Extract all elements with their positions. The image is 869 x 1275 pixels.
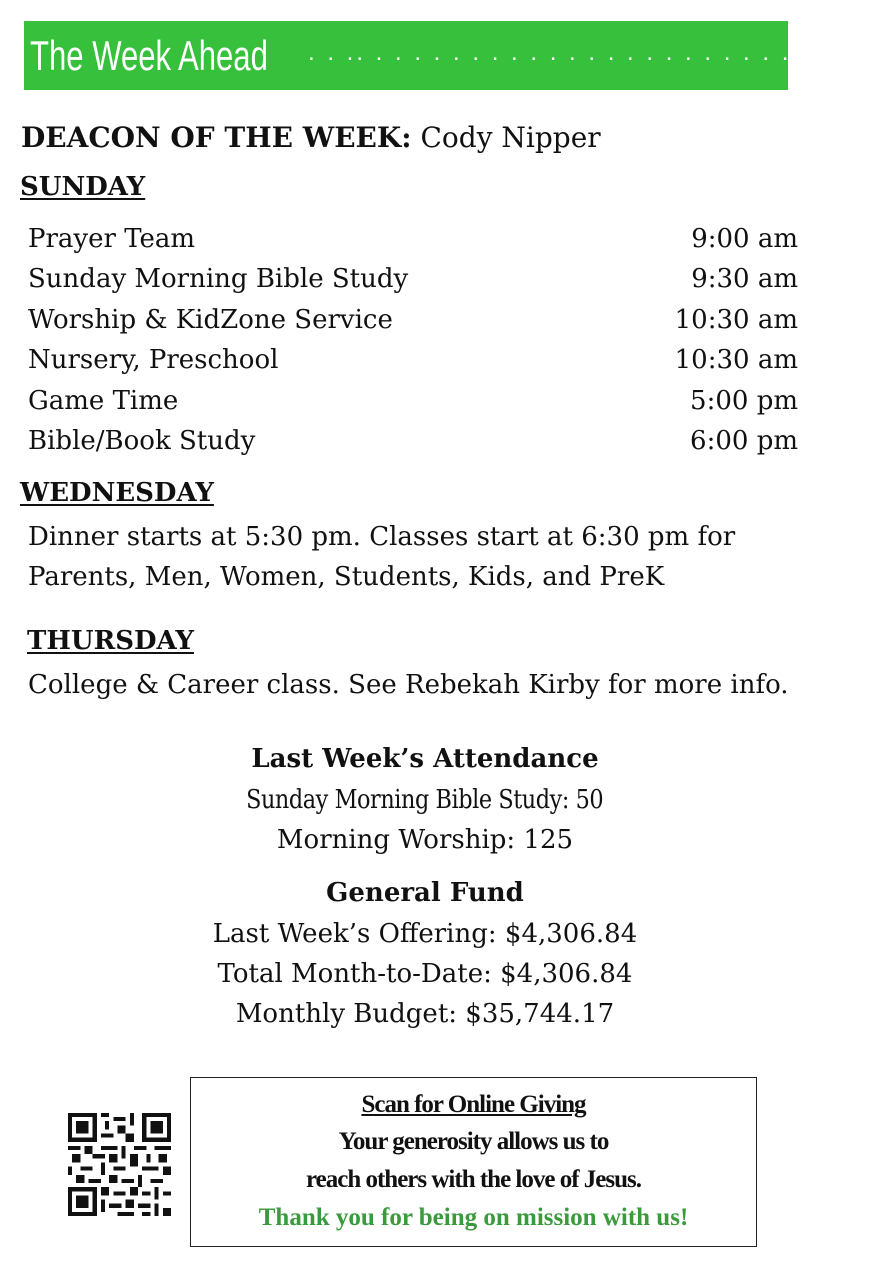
attendance-bible-study [0, 785, 850, 815]
week-ahead-banner [24, 21, 869, 90]
schedule-row [28, 259, 798, 299]
wednesday-heading: WEDNESDAY [20, 478, 214, 508]
event-time: 9:00 am [691, 224, 798, 254]
schedule-row [28, 421, 798, 461]
event-name: Game Time [28, 385, 179, 416]
deacon-of-week [21, 121, 601, 154]
attendance-worship-text: Morning Worship: 125 [276, 825, 574, 855]
fund-month-to-date [0, 959, 850, 989]
fund-offering-text: Last Week’s Offering: $4,306.84 [212, 919, 638, 949]
attendance-heading [0, 744, 850, 774]
schedule-row [28, 381, 798, 421]
deacon-label: DEACON OF THE WEEK: [21, 121, 412, 154]
schedule-row [28, 340, 798, 380]
event-name: Bible/Book Study [28, 425, 256, 456]
banner-title: The Week Ahead [30, 31, 268, 79]
schedule-row [28, 219, 798, 259]
event-name: Prayer Team [28, 224, 196, 254]
sunday-heading: SUNDAY [20, 172, 146, 202]
sunday-schedule [28, 219, 798, 461]
thursday-heading: THURSDAY [27, 626, 194, 656]
giving-title: Scan for Online Giving [361, 1091, 586, 1118]
event-time: 9:30 am [691, 264, 798, 295]
giving-line-2: reach others with the love of Jesus. [305, 1166, 642, 1193]
fund-month-to-date-text: Total Month-to-Date: $4,306.84 [217, 959, 633, 989]
attendance-worship [0, 825, 850, 855]
giving-thanks: Thank you for being on mission with us! [258, 1204, 689, 1231]
event-time: 5:00 pm [690, 385, 798, 416]
fund-offering [0, 919, 850, 949]
fund-budget-text: Monthly Budget: $35,744.17 [235, 999, 615, 1029]
fund-budget [0, 999, 850, 1029]
thursday-line-1: College & Career class. See Rebekah Kirby for more info. [28, 670, 789, 700]
banner-dots: . . .. . . . . . . . . . . . . . . . . . . . . . . . . . . [308, 39, 869, 66]
attendance-bible-study-text: Sunday Morning Bible Study: 50 [246, 785, 604, 815]
event-name: Nursery, Preschool [28, 345, 279, 376]
wednesday-line-2: Parents, Men, Women, Students, Kids, and PreK [28, 562, 665, 592]
giving-line-1: Your generosity allows us to [338, 1128, 609, 1155]
event-time: 6:00 pm [690, 425, 798, 456]
schedule-row [28, 300, 798, 340]
event-name: Worship & KidZone Service [28, 304, 393, 335]
deacon-name: Cody Nipper [420, 121, 601, 154]
fund-heading [0, 878, 850, 908]
attendance-title: Last Week’s Attendance [251, 744, 599, 774]
fund-title: General Fund [326, 878, 524, 908]
event-time: 10:30 am [674, 304, 798, 335]
online-giving-box [190, 1077, 757, 1247]
wednesday-line-1: Dinner starts at 5:30 pm. Classes start at 6:30 pm for [28, 522, 736, 552]
qr-code-icon [68, 1113, 171, 1216]
event-time: 10:30 am [674, 345, 798, 376]
event-name: Sunday Morning Bible Study [28, 264, 409, 295]
